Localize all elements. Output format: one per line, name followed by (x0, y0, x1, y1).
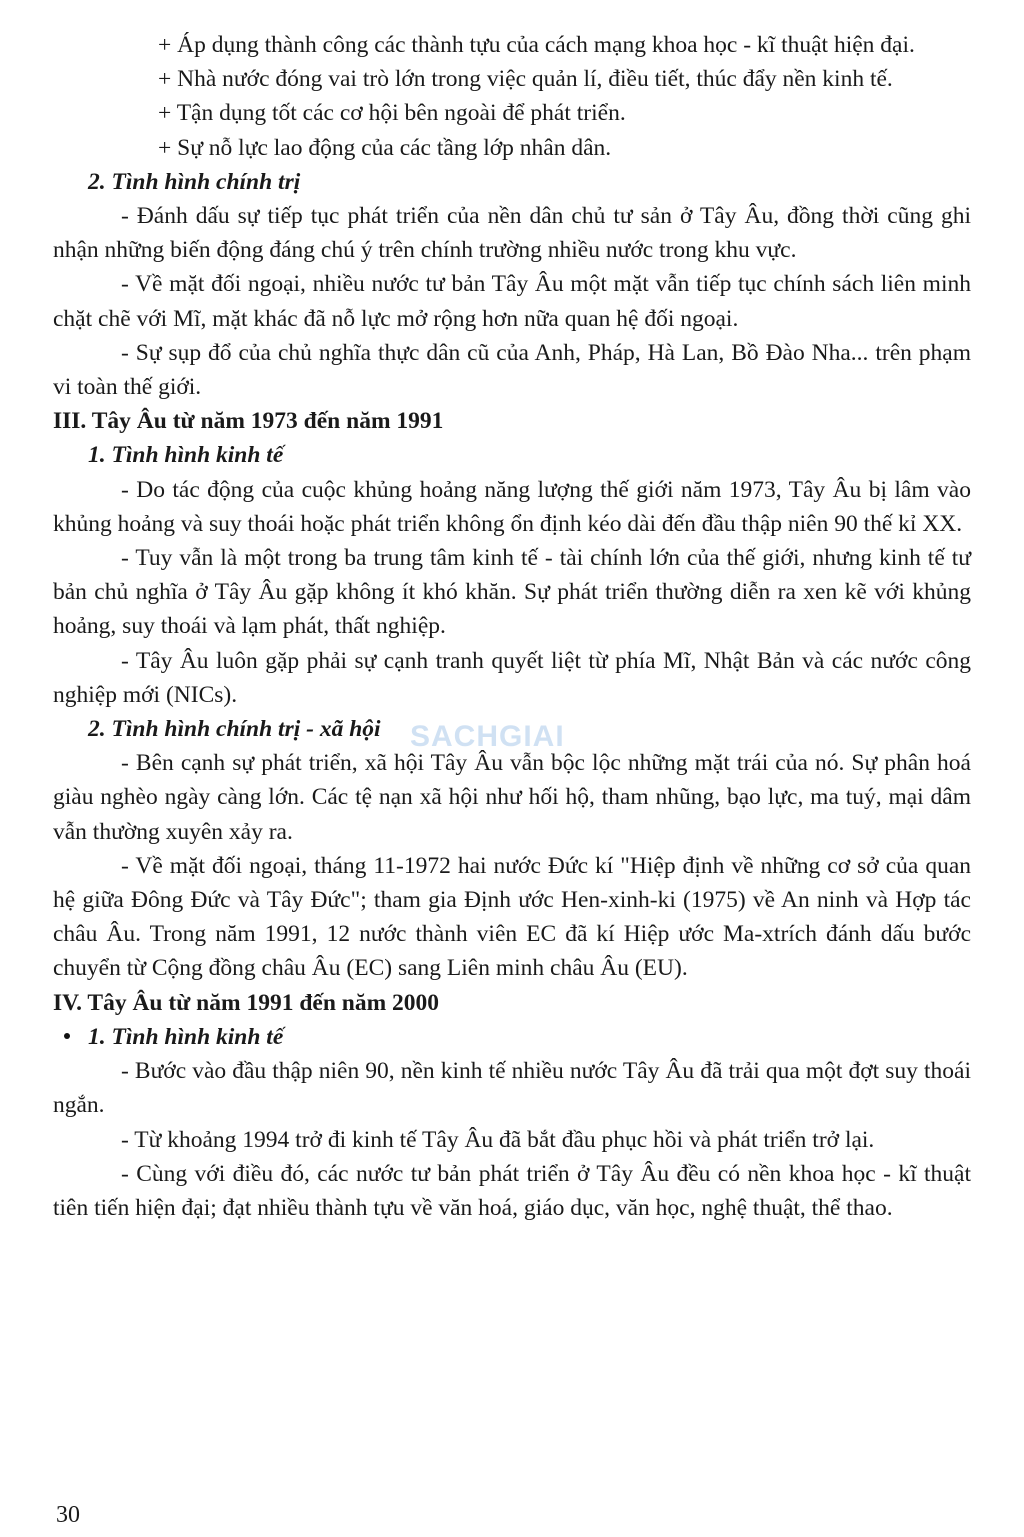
paragraph: - Bên cạnh sự phát triển, xã hội Tây Âu vẫn bộc lộc những mặt trái của nó. Sự phân hoá giàu nghèo ngày càng lớn. Các tệ nạn xã hội như hối hộ, tham nhũng, bạo lực, ma tuý, mại dâm vẫn thường xuyên xảy ra. (53, 750, 971, 845)
watermark: SACHGIAI (410, 720, 565, 753)
paragraph: + Tận dụng tốt các cơ hội bên ngoài để phát triển. (158, 100, 626, 127)
paragraph: + Sự nỗ lực lao động của các tầng lớp nhân dân. (158, 134, 612, 161)
section-heading: IV. Tây Âu từ năm 1991 đến năm 2000 (53, 989, 440, 1016)
subsection-heading: 2. Tình hình chính trị (88, 168, 301, 195)
page-body (53, 28, 971, 1225)
paragraph: - Tuy vẫn là một trong ba trung tâm kinh tế - tài chính lớn của thế giới, nhưng kinh tế tư bản chủ nghĩa ở Tây Âu gặp không ít khó khăn. Sự phát triển thường diễn ra xen kẽ với khủng hoảng, suy thoái và lạm phát, thất nghiệp. (53, 545, 971, 640)
paragraph: + Áp dụng thành công các thành tựu của cách mạng khoa học - kĩ thuật hiện đại. (158, 32, 915, 58)
paragraph: - Do tác động của cuộc khủng hoảng năng lượng thế giới năm 1973, Tây Âu bị lâm vào khủng hoảng và suy thoái hoặc phát triển không ổn định kéo dài đến đầu thập niên 90 thế kỉ XX. (53, 476, 971, 537)
paragraph: - Bước vào đầu thập niên 90, nền kinh tế nhiều nước Tây Âu đã trải qua một đợt suy thoái ngắn. (53, 1058, 971, 1119)
paragraph: + Nhà nước đóng vai trò lớn trong việc quản lí, điều tiết, thúc đẩy nền kinh tế. (158, 66, 893, 93)
paragraph: - Về mặt đối ngoại, nhiều nước tư bản Tây Âu một mặt vẫn tiếp tục chính sách liên minh chặt chẽ với Mĩ, mặt khác đã nỗ lực mở rộng hơn nữa quan hệ đối ngoại. (53, 271, 971, 332)
paragraph: - Đánh dấu sự tiếp tục phát triển của nền dân chủ tư sản ở Tây Âu, đồng thời cũng ghi nhận những biến động đáng chú ý trên chính trường nhiều nước trong khu vực. (53, 203, 971, 264)
subsection-heading: 1. Tình hình kinh tế (88, 1023, 284, 1050)
scan-speck (64, 1033, 70, 1039)
paragraph: - Tây Âu luôn gặp phải sự cạnh tranh quyết liệt từ phía Mĩ, Nhật Bản và các nước công nghiệp mới (NICs). (53, 647, 971, 708)
paragraph: - Từ khoảng 1994 trở đi kinh tế Tây Âu đã bắt đầu phục hồi và phát triển trở lại. (121, 1126, 875, 1153)
subsection-heading: 2. Tình hình chính trị - xã hội (88, 716, 381, 743)
page-number: 30 (56, 1502, 80, 1528)
paragraph: - Sự sụp đổ của chủ nghĩa thực dân cũ của Anh, Pháp, Hà Lan, Bồ Đào Nha... trên phạm vi toàn thế giới. (53, 339, 971, 401)
paragraph: - Cùng với điều đó, các nước tư bản phát triển ở Tây Âu đều có nền khoa học - kĩ thuật tiên tiến hiện đại; đạt nhiều thành tựu về văn hoá, giáo dục, văn học, nghệ thuật, thể thao. (53, 1160, 971, 1221)
section-heading: III. Tây Âu từ năm 1973 đến năm 1991 (53, 408, 444, 435)
paragraph: - Về mặt đối ngoại, tháng 11-1972 hai nước Đức kí "Hiệp định về những cơ sở của quan hệ giữa Đông Đức và Tây Đức"; tham gia Định ước Hen-xinh-ki (1975) về An ninh và Hợp tác châu Âu. Trong năm 1991, 12 nước thành viên EC đã kí Hiệp ước Ma-xtrích đánh dấu bước chuyển từ Cộng đồng châu Âu (EC) sang Liên minh châu Âu (EU). (53, 852, 971, 982)
subsection-heading: 1. Tình hình kinh tế (88, 442, 284, 469)
